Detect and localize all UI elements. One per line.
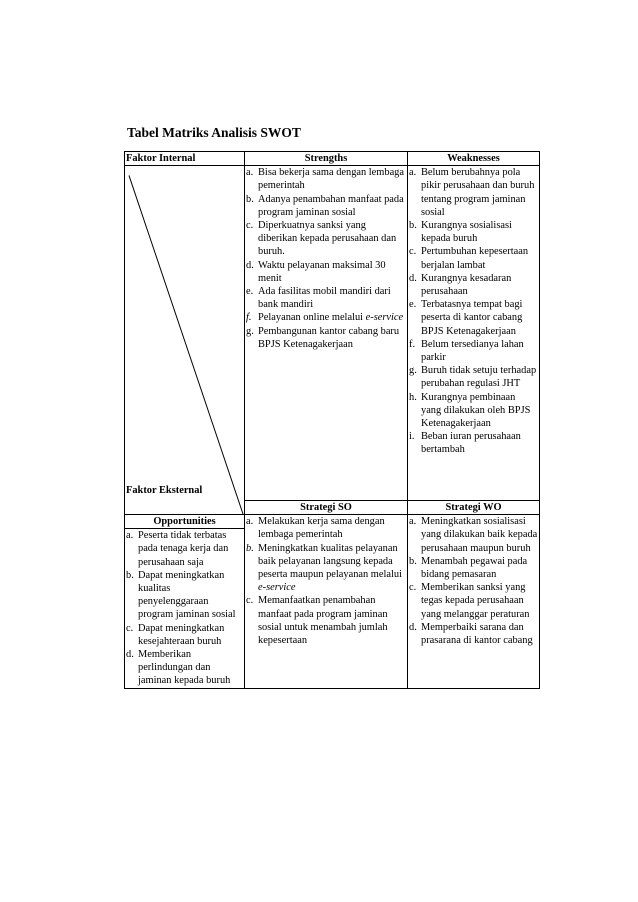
list-item-text: Kurangnya pembinaan yang dilakukan oleh BPJS Ketenagakerjaan [421,391,531,430]
diagonal-divider-line [125,166,244,514]
strategi-so-header: Strategi SO [245,501,408,515]
list-item-text: Kurangnya kesadaran perusahaan [421,272,512,298]
weaknesses-cell [408,166,540,501]
list-marker: g. [409,365,417,377]
strategi-so-item [246,594,406,647]
swot-matrix-table [124,151,540,689]
list-item-text: Adanya penambahan manfaat pada program jaminan sosial [258,193,404,218]
list-marker: d. [126,649,134,661]
weakness-item [409,219,538,245]
opportunities-header: Opportunities [125,515,244,529]
list-item-text: Belum tersedianya lahan parkir [421,338,524,364]
list-item-text: Dapat meningkatkan kesejahteraan buruh [138,622,225,647]
list-marker: c. [409,582,417,594]
list-item-text: Kurangnya sosialisasi kepada buruh [421,220,512,245]
list-marker: e. [246,286,254,298]
corner-diagonal-cell [125,166,245,515]
list-marker: c. [409,246,417,258]
strength-item [246,325,406,351]
weakness-item [409,391,538,431]
list-marker: g. [246,325,254,337]
list-marker: b. [126,569,134,581]
strategi-so-list [246,515,406,647]
weakness-item [409,166,538,219]
strength-item [246,219,406,259]
list-marker: a. [409,516,417,528]
list-item-text: Peserta tidak terbatas pada tenaga kerja dan perusahaan saja [138,530,229,568]
strategi-so-cell [245,515,408,688]
list-marker: f. [246,312,252,324]
list-marker: a. [126,530,134,542]
strategy-row [125,515,540,688]
strategi-wo-list [409,515,538,647]
strength-item [246,285,406,311]
list-marker: e. [409,299,417,311]
italic-term: e-service [258,582,296,594]
strength-item [246,193,406,219]
strategi-so-item [246,515,406,541]
strengths-header: Strengths [245,152,408,166]
list-item-text: Terbatasnya tempat bagi peserta di kantor cabang BPJS Ketenagakerjaan [421,299,523,337]
list-item-text: Memberikan sanksi yang tegas kepada perusahaan yang melanggar peraturan [421,582,530,620]
internal-factors-row [125,166,540,501]
document-title: Tabel Matriks Analisis SWOT [127,125,301,140]
weaknesses-list [409,166,538,456]
list-marker: c. [246,220,254,232]
opportunity-item [126,569,243,622]
strategi-wo-cell [408,515,540,688]
list-item-text: Ada fasilitas mobil mandiri dari bank mandiri [258,286,391,311]
italic-term: e-service [365,312,404,324]
strategi-wo-header: Strategi WO [408,501,540,515]
list-marker: d. [409,272,417,284]
opportunities-cell [125,515,245,688]
list-item-text: Belum berubahnya pola pikir perusahaan dan buruh tentang program jaminan sosial [421,167,535,218]
list-item-text: Memperbaiki sarana dan prasarana di kantor cabang [421,621,533,647]
list-item-text: Meningkatkan sosialisasi yang dilakukan baik kepada perusahaan maupun buruh [421,516,538,554]
strategi-so-item [246,542,406,595]
weakness-item [409,245,538,271]
weakness-item [409,364,538,390]
weakness-item [409,272,538,298]
weaknesses-header: Weaknesses [408,152,540,166]
opportunities-list [126,529,243,687]
list-item-text: Bisa bekerja sama dengan lembaga pemerintah [258,167,404,192]
strength-item [246,259,406,285]
list-item-text: Melakukan kerja sama dengan lembaga pemerintah [258,516,385,541]
list-marker: f. [409,338,416,350]
list-marker: a. [409,167,417,179]
strategi-wo-item [409,515,538,555]
list-marker: b. [246,193,254,205]
strategi-wo-item [409,621,538,647]
strategi-wo-item [409,581,538,621]
list-marker: i. [409,431,415,443]
strength-item [246,311,406,324]
weakness-item [409,298,538,338]
list-item-text: Waktu pelayanan maksimal 30 menit [258,259,386,284]
weakness-item [409,338,538,364]
list-marker: b. [246,542,254,554]
opportunity-item [126,622,243,648]
list-item-text: Meningkatkan kualitas pelayanan baik pelayanan langsung kepada peserta maupun pelayanan melalui e-service [258,542,402,594]
list-item-text: Memberikan perlindungan dan jaminan kepada buruh [138,649,231,687]
strengths-list [246,166,406,351]
list-item-text: Menambah pegawai pada bidang pemasaran [421,555,528,581]
list-item-text: Buruh tidak setuju terhadap perubahan regulasi JHT [421,365,537,390]
list-marker: b. [409,220,417,232]
faktor-eksternal-label: Faktor Eksternal [126,485,203,496]
list-item-text: Pelayanan online melalui e-service [258,312,404,324]
opportunity-item [126,529,243,569]
strength-item [246,166,406,192]
list-marker: a. [246,167,254,179]
list-item-text: Diperkuatnya sanksi yang diberikan kepada perusahaan dan buruh. [258,220,397,258]
list-marker: h. [409,391,417,403]
list-marker: c. [126,622,134,634]
list-marker: c. [246,595,254,607]
list-marker: a. [246,516,254,528]
list-marker: d. [409,621,417,633]
list-marker: d. [246,259,254,271]
strengths-cell [245,166,408,501]
opportunity-item [126,648,243,688]
header-row-internal [125,152,540,166]
list-marker: b. [409,555,417,567]
list-item-text: Pembangunan kantor cabang baru BPJS Ketenagakerjaan [258,325,400,350]
list-item-text: Pertumbuhan kepesertaan berjalan lambat [421,246,529,271]
list-item-text: Dapat meningkatkan kualitas penyelenggaraan program jaminan sosial [138,569,236,621]
list-item-text: Beban iuran perusahaan bertambah [421,431,521,456]
list-item-text: Memanfaatkan penambahan manfaat pada program jaminan sosial untuk menambah jumlah kepesertaan [258,595,388,647]
strategi-wo-item [409,555,538,581]
weakness-item [409,430,538,456]
faktor-internal-label: Faktor Internal [125,152,245,166]
